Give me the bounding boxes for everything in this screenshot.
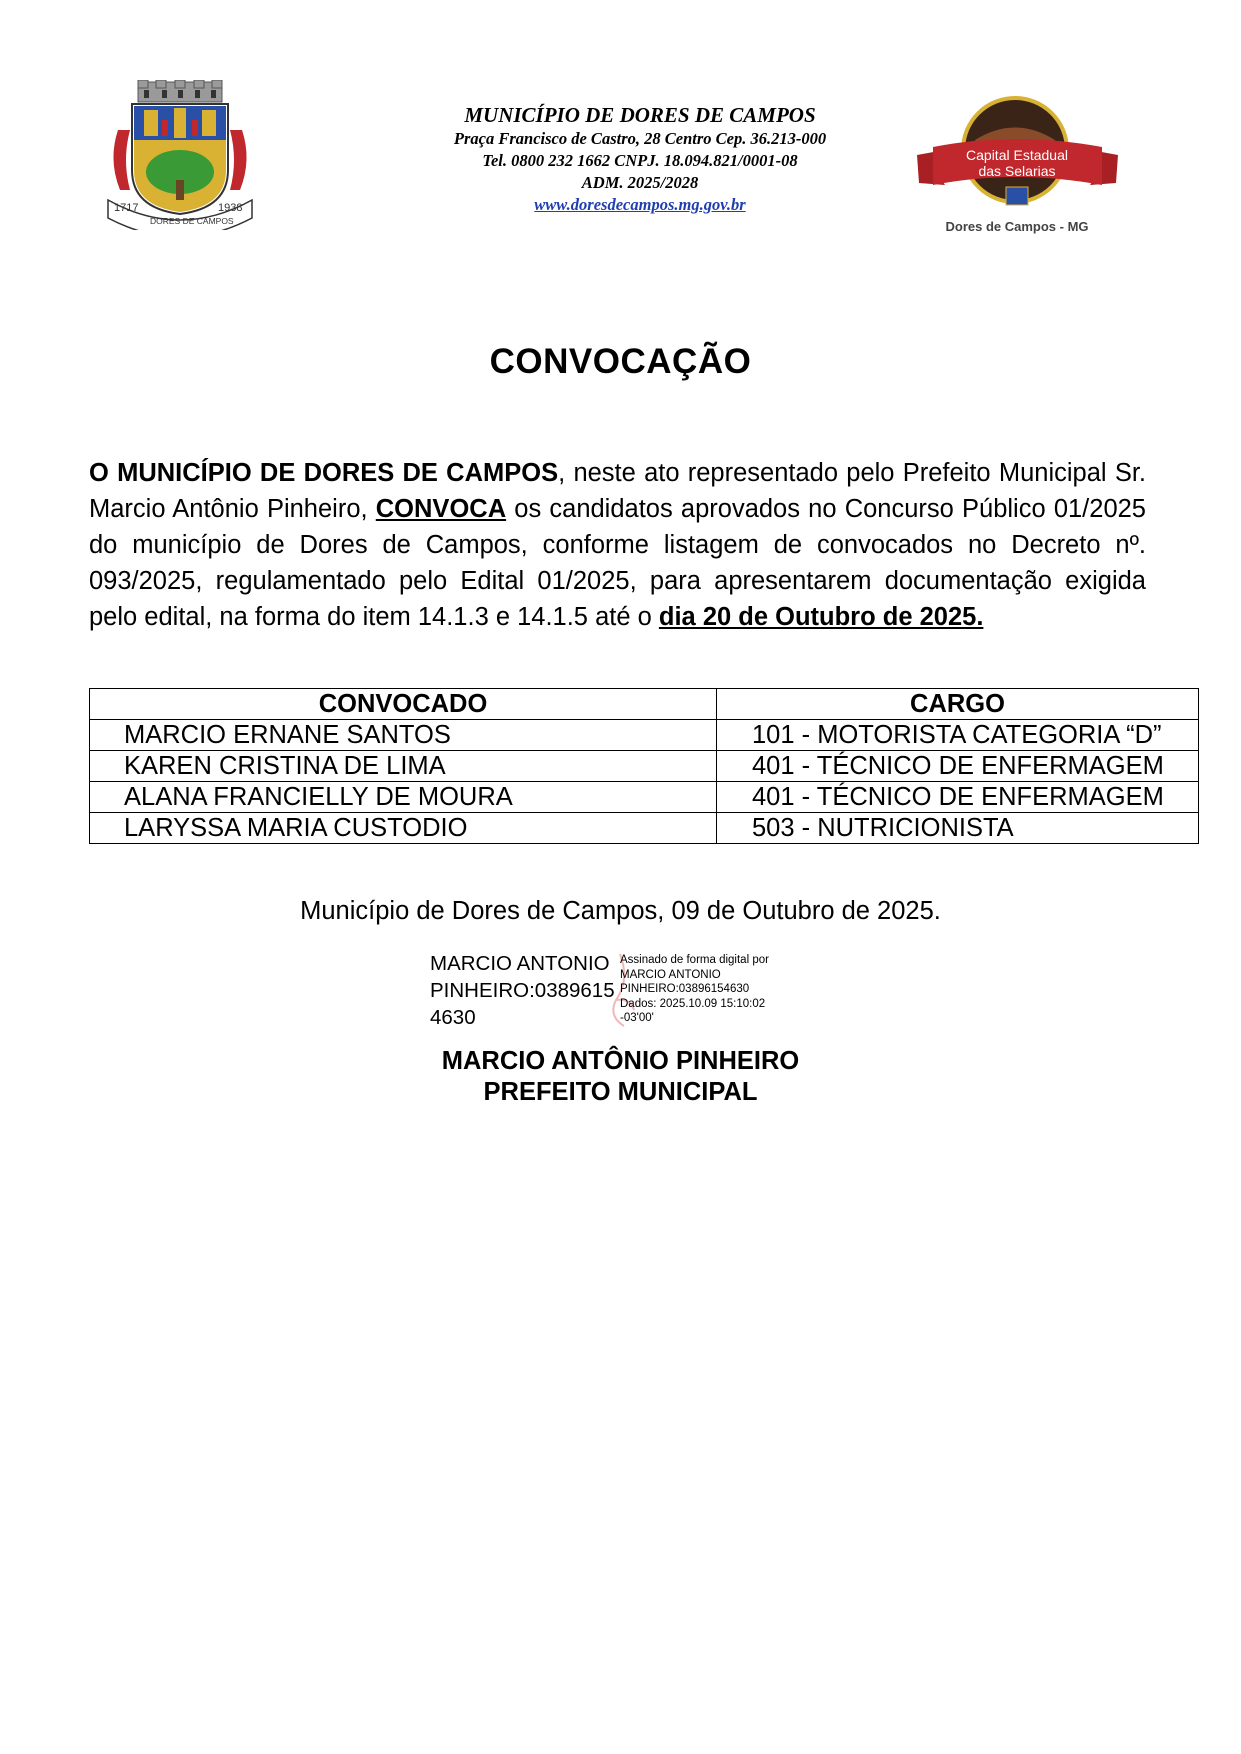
date-line: Município de Dores de Campos, 09 de Outubro de 2025. [300,897,941,925]
signature-name [430,950,615,1031]
svg-text:★: ★ [975,191,984,202]
badge-line1: Capital Estadual [966,147,1068,163]
signature-detail-5: -03'00' [620,1012,654,1024]
deadline-date: dia 20 de Outubro de 2025. [658,603,984,631]
convocation-table [89,688,1199,844]
svg-text:★: ★ [1050,191,1059,202]
badge-line2: das Selarias [978,163,1056,179]
coat-of-arms-logo [100,80,260,230]
signature-detail-3: PINHEIRO:03896154630 [620,983,750,995]
paragraph-part2: os candidatos aprovados no Concurso Público 01/2025 do município de Dores de Campos, conforme listagem de convocados no Decreto nº. 093/2025, regulamentado pelo Edital 01/2025, para apresentarem documentação exigida pelo edital, na forma do item 14.1.3 e 14.1.5 até o [89,495,1146,631]
municipality-name: MUNICÍPIO DE DORES DE CAMPOS [464,103,816,127]
signature-detail-4: Dados: 2025.10.09 15:10:02 [620,997,766,1010]
table-row [90,813,1199,844]
signature-name-line2: PINHEIRO:0389615 [430,979,615,1002]
table-row [90,720,1199,751]
signature-details [620,953,800,1026]
convocation-paragraph [89,455,1146,635]
letterhead [330,102,950,216]
convocado-name: LARYSSA MARIA CUSTODIO [90,813,717,844]
signer-role: PREFEITO MUNICIPAL [483,1078,758,1106]
signature-name-line3: 4630 [430,1006,476,1029]
header-cargo: CARGO [717,689,1199,720]
signer-name: MARCIO ANTÔNIO PINHEIRO [441,1047,800,1075]
digital-signature [430,950,810,1030]
header-convocado: CONVOCADO [90,689,717,720]
convocado-name: MARCIO ERNANE SANTOS [90,720,717,751]
convoca-word: CONVOCA [375,495,507,523]
phone-cnpj: Tel. 0800 232 1662 CNPJ. 18.094.821/0001-08 [482,151,798,170]
table-row [90,782,1199,813]
table-row [90,751,1199,782]
document-title: CONVOCAÇÃO [489,342,752,381]
crest-banner-text: DORES DE CAMPOS [150,216,234,226]
entity-name: O MUNICÍPIO DE DORES DE CAMPOS [89,459,559,487]
signature-name-line1: MARCIO ANTONIO [430,952,610,975]
convocado-name: ALANA FRANCIELLY DE MOURA [90,782,717,813]
table-header-row [90,689,1199,720]
selarias-badge-logo [915,95,1120,245]
cargo-name: 401 - TÉCNICO DE ENFERMAGEM [717,782,1199,813]
convocado-name: KAREN CRISTINA DE LIMA [90,751,717,782]
cargo-name: 101 - MOTORISTA CATEGORIA “D” [717,720,1199,751]
address: Praça Francisco de Castro, 28 Centro Cep. 36.213-000 [453,129,827,148]
cargo-name: 503 - NUTRICIONISTA [717,813,1199,844]
crest-year-left: 1717 [114,202,139,214]
crest-year-right: 1938 [218,202,243,214]
signature-detail-1: Assinado de forma digital por [620,954,769,966]
cargo-name: 401 - TÉCNICO DE ENFERMAGEM [717,751,1199,782]
signer-block [0,1046,1241,1108]
paragraph-part1: , neste ato representado pelo Prefeito Municipal Sr. Marcio Antônio Pinheiro, [89,459,1147,523]
administration-period: ADM. 2025/2028 [581,173,699,192]
website-link[interactable]: www.doresdecampos.mg.gov.br [534,195,746,214]
badge-caption: Dores de Campos - MG [945,219,1089,234]
signature-detail-2: MARCIO ANTONIO [620,968,721,981]
